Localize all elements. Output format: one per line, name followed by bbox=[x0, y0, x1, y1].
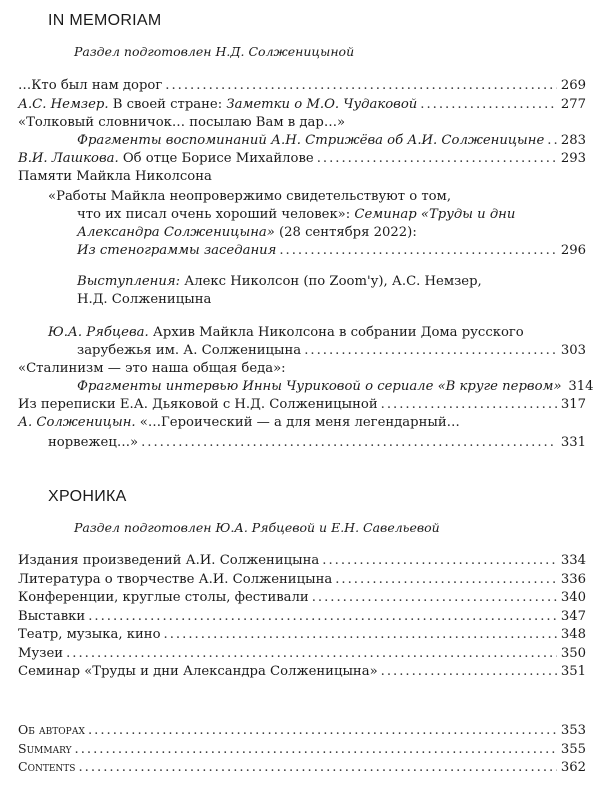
toc-entry-title: зарубежья им. А. Солженицына bbox=[77, 343, 302, 358]
toc-entry-title[interactable] bbox=[77, 206, 515, 224]
toc-entry-author: Ю.А. Рябцева. bbox=[48, 325, 149, 340]
toc-entry-author: А. Солженицын. bbox=[18, 415, 136, 430]
toc-entry-title[interactable]: Н.Д. Солженицына bbox=[77, 292, 212, 307]
leader-dots bbox=[78, 759, 557, 777]
toc-entry-title[interactable] bbox=[77, 224, 417, 242]
toc-page-number: 296 bbox=[560, 243, 586, 258]
toc-entry-subtitle: Александра Солженицына» bbox=[77, 225, 275, 240]
toc-page-number: 351 bbox=[560, 664, 586, 679]
toc-page-number: 347 bbox=[560, 608, 586, 624]
toc-entry-title: Семинар «Труды и дни Александра Солженицына» bbox=[18, 664, 378, 679]
toc-entry[interactable] bbox=[18, 77, 586, 95]
toc-entry-label: Выступления: bbox=[77, 274, 181, 289]
toc-entry-title: Конференции, круглые столы, фестивали bbox=[18, 590, 309, 605]
toc-page-number: 303 bbox=[560, 343, 586, 358]
toc-entry-title[interactable] bbox=[77, 273, 482, 291]
toc-entry-title[interactable]: «Сталинизм — это наша общая беда»: bbox=[18, 361, 286, 376]
toc-entry[interactable] bbox=[18, 740, 586, 759]
toc-entry-title: норвежец…» bbox=[48, 435, 139, 450]
toc-entry-subtitle: Из стенограммы заседания bbox=[77, 243, 277, 258]
leader-dots bbox=[381, 663, 557, 681]
toc-entry-title: Театр, музыка, кино bbox=[18, 627, 161, 642]
toc-entry[interactable] bbox=[18, 626, 586, 644]
toc-entry-subtitle: Заметки о М.О. Чудаковой bbox=[226, 97, 418, 112]
toc-entry[interactable] bbox=[18, 608, 586, 626]
leader-dots bbox=[75, 741, 557, 759]
toc-entry-title: Об авторах bbox=[18, 722, 85, 737]
toc-page-number: 314 bbox=[568, 379, 594, 394]
toc-entry-title: Литература о творчестве А.И. Солженицына bbox=[18, 571, 333, 587]
section-title-in-memoriam: IN MEMORIAM bbox=[48, 12, 162, 29]
toc-entry[interactable] bbox=[18, 552, 586, 570]
toc-entry-title: Издания произведений А.И. Солженицына bbox=[18, 553, 320, 568]
toc-entry[interactable] bbox=[18, 721, 586, 740]
toc-page-number: 293 bbox=[560, 151, 586, 166]
toc-entry-text: «…Героический — а для меня легендарный… bbox=[135, 415, 460, 430]
section-title-chronicle: ХРОНИКА bbox=[48, 488, 127, 505]
leader-dots bbox=[381, 396, 557, 414]
toc-entry[interactable] bbox=[77, 342, 586, 360]
toc-entry-title[interactable] bbox=[18, 414, 460, 432]
toc-entry-author: А.С. Немзер. bbox=[18, 97, 109, 112]
leader-dots bbox=[335, 571, 557, 589]
toc-entry-text: Алекс Николсон (по Zoom'у), А.С. Немзер, bbox=[180, 274, 482, 289]
leader-dots bbox=[304, 342, 557, 360]
section-note-in-memoriam: Раздел подготовлен Н.Д. Солженицыной bbox=[74, 44, 355, 59]
leader-dots bbox=[88, 608, 557, 626]
toc-page-number: 334 bbox=[560, 553, 586, 568]
toc-entry-title: Из переписки Е.А. Дьяковой с Н.Д. Солженицыной bbox=[18, 397, 378, 412]
leader-dots bbox=[547, 132, 557, 150]
toc-entry-title[interactable] bbox=[48, 324, 524, 342]
toc-entry[interactable] bbox=[18, 150, 586, 168]
toc-entry-title bbox=[18, 150, 314, 168]
toc-page-number: 362 bbox=[560, 760, 586, 775]
toc-page-number: 269 bbox=[560, 78, 586, 93]
toc-entry-author: В.И. Лашкова. bbox=[18, 151, 119, 166]
toc-entry[interactable] bbox=[48, 434, 586, 452]
toc-entry-text: Архив Майкла Николсона в собрании Дома русского bbox=[148, 325, 524, 340]
toc-entry-subtitle: Семинар «Труды и дни bbox=[354, 207, 516, 222]
toc-entry[interactable] bbox=[18, 645, 586, 663]
toc-page-number: 355 bbox=[560, 741, 586, 757]
toc-entry[interactable] bbox=[18, 663, 586, 681]
leader-dots bbox=[420, 96, 557, 114]
toc-entry-title: Музеи bbox=[18, 645, 64, 661]
toc-page-number: 331 bbox=[560, 435, 586, 450]
leader-dots bbox=[165, 77, 557, 95]
toc-page-number: 350 bbox=[560, 645, 586, 661]
toc-page-number: 336 bbox=[560, 571, 586, 587]
leader-dots bbox=[141, 434, 557, 452]
toc-entry-text: Об отце Борисе Михайлове bbox=[118, 151, 314, 166]
leader-dots bbox=[322, 552, 557, 570]
toc-page-number: 277 bbox=[560, 97, 586, 112]
toc-entry-title: Contents bbox=[18, 759, 76, 774]
leader-dots bbox=[312, 589, 557, 607]
toc-entry[interactable] bbox=[18, 589, 586, 607]
toc-entry[interactable] bbox=[18, 396, 586, 414]
leader-dots bbox=[66, 645, 557, 663]
toc-entry-text: что их писал очень хороший человек»: bbox=[77, 207, 355, 222]
leader-dots bbox=[88, 722, 557, 740]
toc-entry[interactable] bbox=[77, 242, 586, 260]
toc-page-number: 340 bbox=[560, 590, 586, 605]
toc-entry-text: В своей стране: bbox=[108, 97, 227, 112]
toc-page-number: 348 bbox=[560, 627, 586, 642]
toc-entry[interactable] bbox=[77, 132, 586, 150]
leader-dots bbox=[317, 150, 557, 168]
toc-entry-title[interactable]: «Работы Майкла неопровержимо свидетельствуют о том, bbox=[48, 189, 452, 204]
toc-page-number: 353 bbox=[560, 723, 586, 738]
toc-entry[interactable] bbox=[18, 571, 586, 589]
toc-entry-title[interactable]: «Толковый словничок… посылаю Вам в дар…» bbox=[18, 115, 346, 130]
leader-dots bbox=[164, 626, 557, 644]
toc-entry-subtitle: Фрагменты интервью Инны Чуриковой о сериале «В круге первом» bbox=[77, 379, 562, 394]
toc-page-number: 283 bbox=[560, 133, 586, 148]
toc-entry[interactable] bbox=[18, 758, 586, 777]
toc-entry-title: Summary bbox=[18, 740, 72, 756]
toc-page-number: 317 bbox=[560, 397, 586, 412]
toc-entry[interactable] bbox=[18, 96, 586, 114]
toc-entry-title bbox=[18, 96, 417, 114]
section-note-chronicle: Раздел подготовлен Ю.А. Рябцевой и Е.Н. Савельевой bbox=[74, 520, 440, 535]
toc-entry-title: Выставки bbox=[18, 608, 86, 624]
toc-entry[interactable] bbox=[77, 378, 594, 396]
leader-dots bbox=[279, 242, 557, 260]
toc-entry-text: (28 сентября 2022): bbox=[274, 225, 417, 240]
toc-entry-title: …Кто был нам дорог bbox=[18, 78, 163, 93]
toc-group-header: Памяти Майкла Николсона bbox=[18, 169, 212, 184]
toc-entry-subtitle: Фрагменты воспоминаний А.Н. Стрижёва об А.И. Солженицыне bbox=[77, 133, 545, 148]
